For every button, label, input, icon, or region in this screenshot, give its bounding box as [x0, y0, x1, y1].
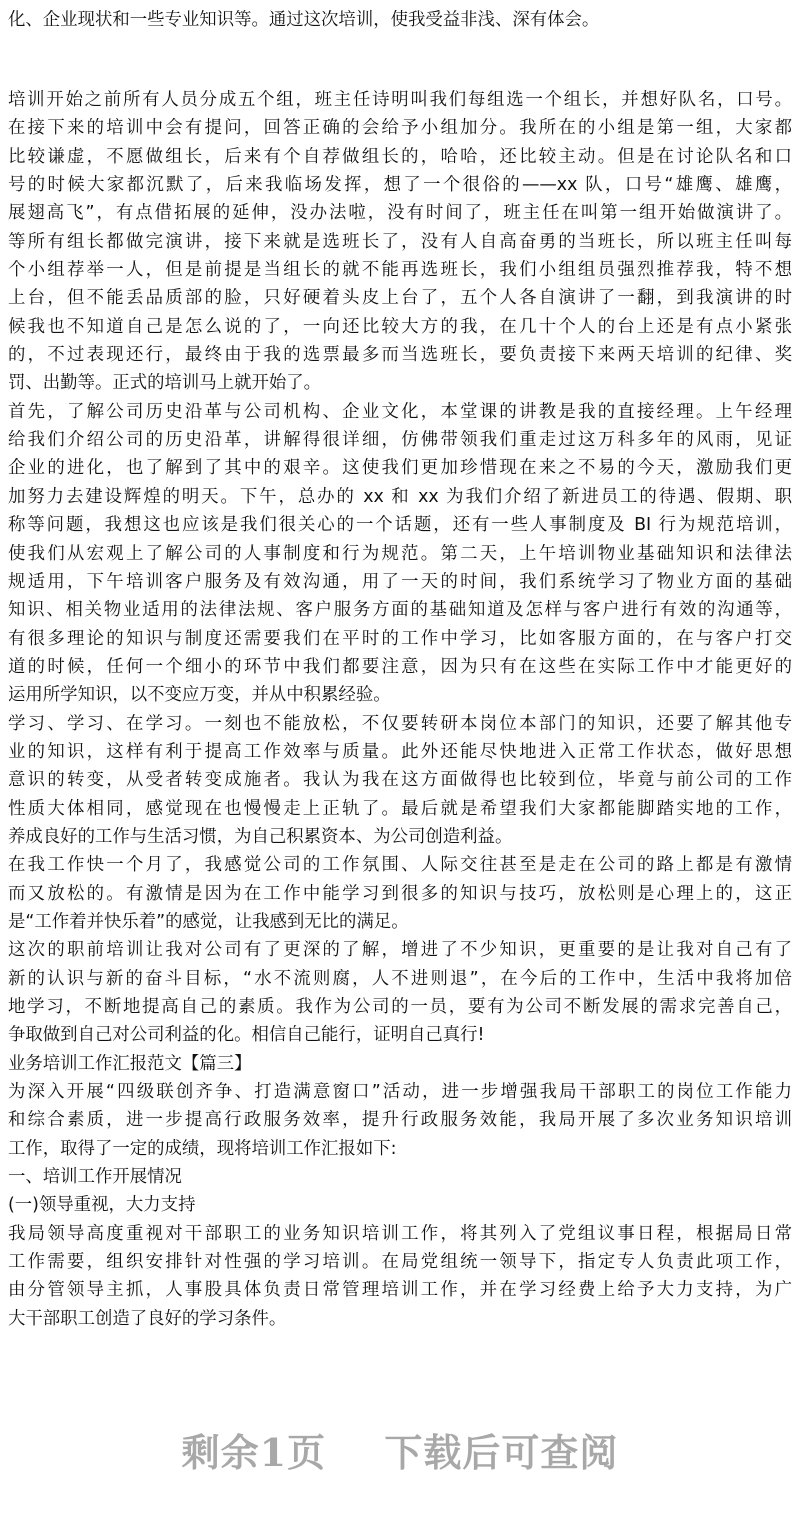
text-line: 新的认识与新的奋斗目标，“水不流则腐，人不进则退”，在今后的工作中，生活中我将加倍	[8, 968, 792, 989]
text-line: 工作需要，组织安排针对性强的学习培训。在局党组统一领导下，指定专人负责此项工作，	[8, 1252, 792, 1273]
text-line: 道的时候，任何一个细小的环节中我们都要注意，因为只有在这些在实际工作中才能更好的	[8, 656, 792, 677]
text-line: 上台，但不能丢品质部的脸，只好硬着头皮上台了，五个人各自演讲了一翻，到我演讲的时	[8, 288, 792, 309]
text-line: 是“工作着并快乐着”的感觉，让我感到无比的满足。	[8, 911, 409, 932]
text-line: 我局领导高度重视对干部职工的业务知识培训工作，将其列入了党组议事日程，根据局日常	[8, 1223, 792, 1244]
text-line: 给我们介绍公司的历史沿革，讲解得很详细，仿佛带领我们重走过这万科多年的风雨，见证	[8, 430, 792, 451]
text-line: 学习、学习、在学习。一刻也不能放松，不仅要转研本岗位本部门的知识，还要了解其他专	[8, 713, 792, 734]
text-line: 争取做到自己对公司利益的化。相信自己能行，证明自己真行!	[8, 1025, 485, 1046]
text-line: 比较谦虚，不愿做组长，后来有个自荐做组长的，哈哈，还比较主动。但是在讨论队名和口	[8, 146, 792, 167]
text-line: 意识的转变，从受者转变成施者。我认为我在这方面做得也比较到位，毕竟与前公司的工作	[8, 770, 792, 791]
text-line: 业务培训工作汇报范文【篇三】	[8, 1053, 252, 1074]
text-line: 由分管领导主抓，人事股具体负责日常管理培训工作，并在学习经费上给予大力支持，为广	[8, 1280, 792, 1301]
text-line: 知识、相关物业适用的法律法规、客户服务方面的基础知道及怎样与客户进行有效的沟通等，	[8, 600, 792, 621]
document-body	[8, 86, 792, 1333]
text-line: 企业的进化，也了解到了其中的艰辛。这使我们更加珍惜现在来之不易的今天，激励我们更	[8, 458, 792, 479]
text-line: 这次的职前培训让我对公司有了更深的了解，增进了不少知识，更重要的是让我对自己有了	[8, 940, 792, 961]
text-line: 称等问题，我想这也应该是我们很关心的一个话题，还有一些人事制度及 BI 行为规范培训，	[8, 515, 792, 536]
text-line: 运用所学知识，以不变应万变，并从中积累经验。	[8, 685, 391, 706]
text-line: 工作，取得了一定的成绩，现将培训工作汇报如下:	[8, 1138, 397, 1159]
text-line: 培训开始之前所有人员分成五个组，班主任诗明叫我们每组选一个组长，并想好队名，口号。	[8, 90, 792, 110]
text-line: 养成良好的工作与生活习惯，为自己积累资本、为公司创造利益。	[8, 826, 513, 847]
text-line: 性质大体相同，感觉现在也慢慢走上正轨了。最后就是希望我们大家都能脚踏实地的工作，	[8, 798, 792, 819]
text-line: 等所有组长都做完演讲，接下来就是选班长了，没有人自高奋勇的当班长，所以班主任叫每	[8, 231, 792, 252]
text-line: 候我也不知道自己是怎么说的了，一向还比较大方的我，在几十个人的台上还是有点小紧张	[8, 316, 792, 337]
text-line: 在我工作快一个月了，我感觉公司的工作氛围、人际交往甚至是走在公司的路上都是有激情	[8, 855, 792, 876]
text-line: 罚、出勤等。正式的培训马上就开始了。	[8, 373, 322, 394]
download-to-view-label[interactable]: 下载后可查阅	[384, 1430, 619, 1475]
text-line: 规适用，下午培训客户服务及有效沟通，用了一天的时间，我们系统学习了物业方面的基础	[8, 571, 792, 592]
text-line: 为深入开展“四级联创齐争、打造满意窗口”活动，进一步增强我局干部职工的岗位工作能力	[8, 1082, 792, 1103]
text-line: 而又放松的。有激情是因为在工作中能学习到很多的知识与技巧，放松则是心理上的，这正	[8, 883, 792, 904]
text-line: 在接下来的培训中会有提问，回答正确的会给予小组加分。我所在的小组是第一组，大家都	[8, 118, 792, 139]
text-line: 加努力去建设辉煌的明天。下午，总办的 xx 和 xx 为我们介绍了新进员工的待遇、假期、职	[8, 486, 792, 507]
text-line: 一、培训工作开展情况	[8, 1167, 182, 1188]
text-line: 大干部职工创造了良好的学习条件。	[8, 1308, 287, 1329]
text-line: 号的时候大家都沉默了，后来我临场发挥，想了一个很俗的——xx 队，口号“雄鹰、雄鹰，	[8, 175, 792, 196]
text-line: 的，不过表现还行，最终由于我的选票最多而当选班长，要负责接下来两天培训的纪律、奖	[8, 345, 792, 366]
text-line: 化、企业现状和一些专业知识等。通过这次培训，使我受益非浅、深有体会。	[8, 10, 600, 30]
text-line: 使我们从宏观上了解公司的人事制度和行为规范。第二天，上午培训物业基础知识和法律法	[8, 543, 792, 564]
text-line: 业的知识，这样有利于提高工作效率与质量。此外还能尽快地进入正常工作状态，做好思想	[8, 741, 792, 762]
text-line: 和综合素质，进一步提高行政服务效率，提升行政服务效能，我局开展了多次业务知识培训	[8, 1110, 792, 1131]
document-top-fragment	[8, 6, 792, 34]
text-line: 地学习，不断地提高自己的素质。我作为公司的一员，要有为公司不断发展的需求完善自己，	[8, 997, 792, 1017]
download-prompt[interactable]	[0, 1422, 800, 1477]
text-line: 展翅高飞”，有点借拓展的延伸，没办法啦，没有时间了，班主任在叫第一组开始做演讲了。	[8, 203, 792, 224]
text-line: 有很多理论的知识与制度还需要我们在平时的工作中学习，比如客服方面的，在与客户打交	[8, 628, 792, 649]
text-line: 首先，了解公司历史沿革与公司机构、企业文化，本堂课的讲教是我的直接经理。上午经理	[8, 401, 792, 422]
text-line: 个小组荐举一人，但是前提是当组长的就不能再选班长，我们小组组员强烈推荐我，特不想	[8, 260, 792, 281]
text-line: (一)领导重视，大力支持	[8, 1195, 196, 1216]
remaining-pages-label[interactable]: 剩余1页	[181, 1430, 327, 1475]
